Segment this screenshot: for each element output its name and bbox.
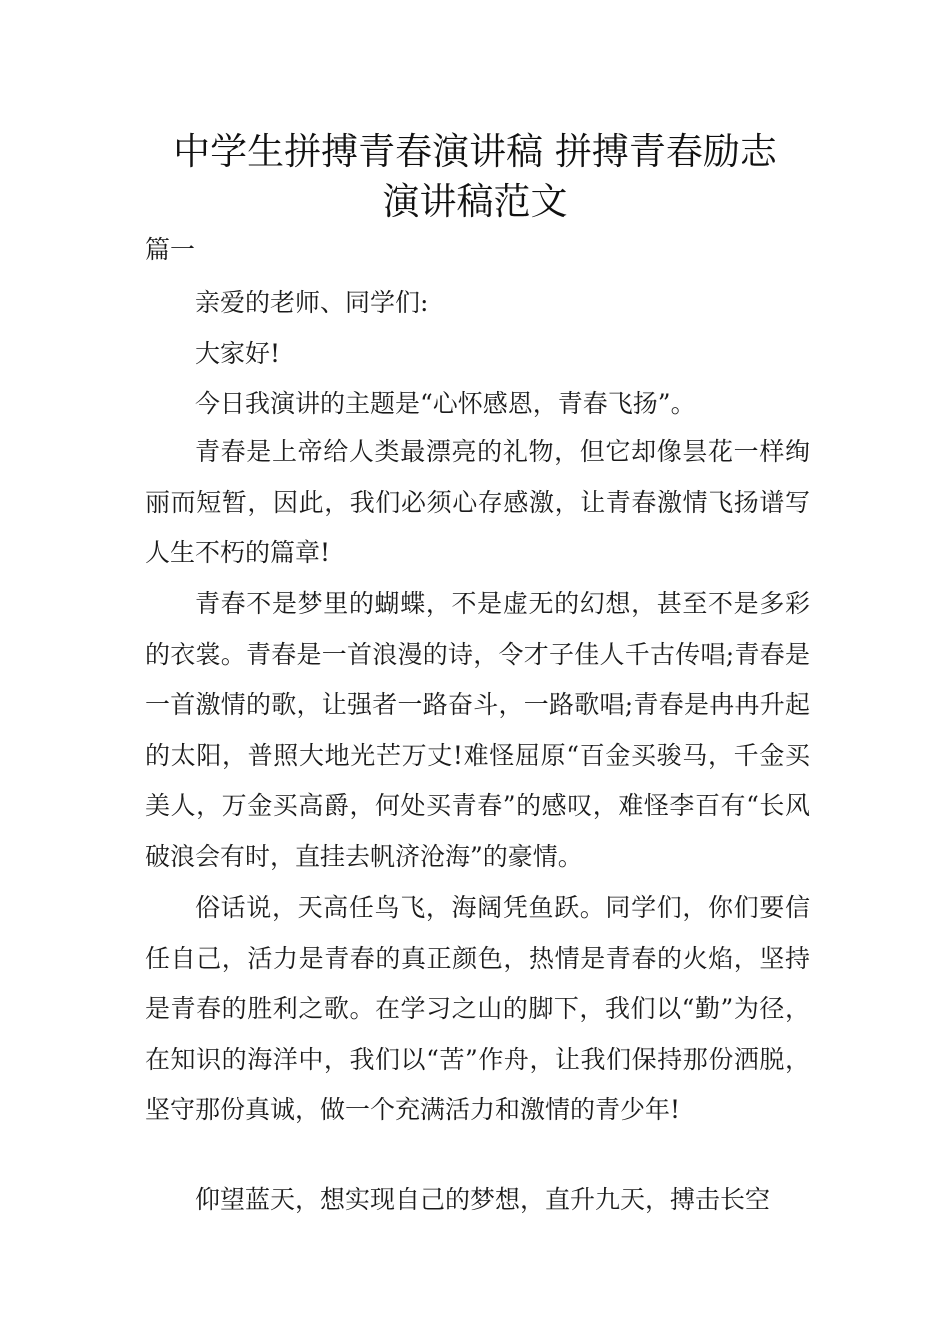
document-title-line-2: 演讲稿范文 <box>382 180 568 223</box>
paragraph-body: 仰望蓝天，想实现自己的梦想，直升九天，搏击长空 <box>195 1185 771 1214</box>
document-title-line-1: 中学生拼搏青春演讲稿 拼搏青春励志 <box>173 130 777 173</box>
paragraph-body: 青春不是梦里的蝴蝶，不是虚无的幻想，甚至不是多彩的衣裳。青春是一首浪漫的诗，令才子佳人千古传唱;青春是一首激情的歌，让强者一路奋斗，一路歌唱;青春是冉冉升起的太阳，普照大地光芒万丈!难怪屈原“百金买骏马，千金买美人，万金买高爵，何处买青春”的感叹，难怪李百有“长风破浪会有时，直挂去帆济沧海”的豪情。 <box>145 589 810 871</box>
paragraph-hello: 大家好! <box>195 339 281 368</box>
paragraph-greeting: 亲爱的老师、同学们: <box>195 288 429 317</box>
paragraph-topic: 今日我演讲的主题是“心怀感恩，青春飞扬”。 <box>195 389 696 418</box>
section-heading: 篇一 <box>145 235 196 264</box>
paragraph-body: 俗话说，天高任鸟飞，海阔凭鱼跃。同学们，你们要信任自己，活力是青春的真正颜色，热情是青春的火焰，坚持是青春的胜利之歌。在学习之山的脚下，我们以“勤”为径，在知识的海洋中，我们以“苦”作舟，让我们保持那份洒脱，坚守那份真诚，做一个充满活力和激情的青少年! <box>145 893 810 1125</box>
paragraph-body: 青春是上帝给人类最漂亮的礼物，但它却像昙花一样绚丽而短暂，因此，我们必须心存感激，让青春激情飞扬谱写人生不朽的篇章! <box>145 437 810 568</box>
